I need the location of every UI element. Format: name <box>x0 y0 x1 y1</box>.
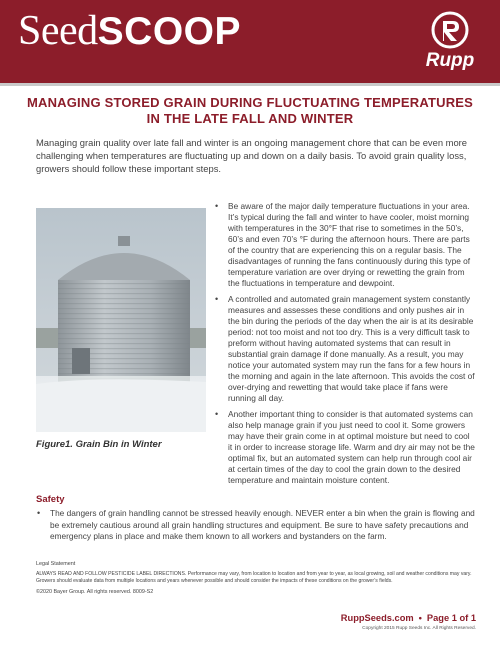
footer-site-link[interactable]: RuppSeeds.com <box>340 613 414 623</box>
article-intro: Managing grain quality over late fall and winter is an ongoing management chore that can be even more challenging when temperatures are fluctuating up and down on a daily basis. To avoid grain quality loss, growers should follow these important steps. <box>36 137 467 174</box>
safety-list <box>36 508 476 543</box>
legal-text: ALWAYS READ AND FOLLOW PESTICIDE LABEL DIRECTIONS. Performance may vary, from location to location and from year to year, as local growing, soil and weather conditions may vary. Growers should evaluate data from multiple locations and years whenever possible and should consider the impacts of these conditions on the grower’s fields. <box>36 571 472 585</box>
footer-page-number: Page 1 of 1 <box>426 613 476 623</box>
legal-heading: Legal Statement <box>36 561 76 567</box>
tip-item: • A controlled and automated grain management system constantly measures and assesses these conditions and only pushes air in the bin during the periods of the day when the air is at its desirable period: not too moist and not too dry. This is a very difficult task to preform without having automated systems that can result in substantial grain damage if done manually. As a result, you may notice your automated system may run the fans for a few hours in the morning and again in the late afternoon. This avoids the cost of over-drying and rewetting that would take place if fans were running all day. <box>214 294 476 404</box>
tip-item: • Another important thing to consider is that automated systems can also help manage grain if you just need to cool it. Some growers may have their grain come in at optimal moisture but need to cool it in order to increase storage life. Warm and dry air may not be the optimal fix, but an automated system can help run through cool air at certain times of the day to cool the grain down to the desired temperature and maintain moisture content. <box>214 409 476 486</box>
brand-seed: Seed <box>18 8 98 54</box>
grain-bin-photo <box>36 208 206 432</box>
header-banner <box>0 0 500 83</box>
rupp-logo <box>420 10 480 74</box>
safety-item: • The dangers of grain handling cannot be stressed heavily enough. NEVER enter a bin when the grain is flowing and be extremely cautious around all grain handling structures and equipment. Be sure to have safety precautions and emergency plans in place and make them known to all workers and bystanders on the farm. <box>36 508 476 543</box>
rupp-logo-text: Rupp <box>425 50 475 71</box>
footer <box>341 613 476 631</box>
footer-separator: • <box>418 613 422 623</box>
article-title: MANAGING STORED GRAIN DURING FLUCTUATING TEMPERATURES IN THE LATE FALL AND WINTER <box>26 95 474 126</box>
safety-heading: Safety <box>36 494 65 505</box>
rupp-r-circle-icon <box>430 10 470 50</box>
footer-copyright: Copyright 2015 Rupp Seeds Inc. All Rights Reserved. <box>362 626 476 631</box>
header-divider <box>0 83 500 86</box>
seedscoop-wordmark <box>18 10 241 52</box>
figure-caption: Figure1. Grain Bin in Winter <box>36 439 162 450</box>
brand-scoop: SCOOP <box>97 10 242 53</box>
tips-list <box>214 201 476 491</box>
bayer-copyright: ©2020 Bayer Group. All rights reserved. 8009-S2 <box>36 589 154 595</box>
tip-item: • Be aware of the major daily temperature fluctuations in your area. It’s typical during the fall and winter to have cooler, moist morning with temperatures in the 30°F that rise to sometimes in the 50’s, 60’s and even 70’s °F during the afternoon hours. There are parts of the country that are experiencing this on a regular basis. The disadvantages of running the fans continuously during this type of temperature variation are over drying or rewetting the grain from the fluctuations in temperature and dewpoint. <box>214 201 476 289</box>
